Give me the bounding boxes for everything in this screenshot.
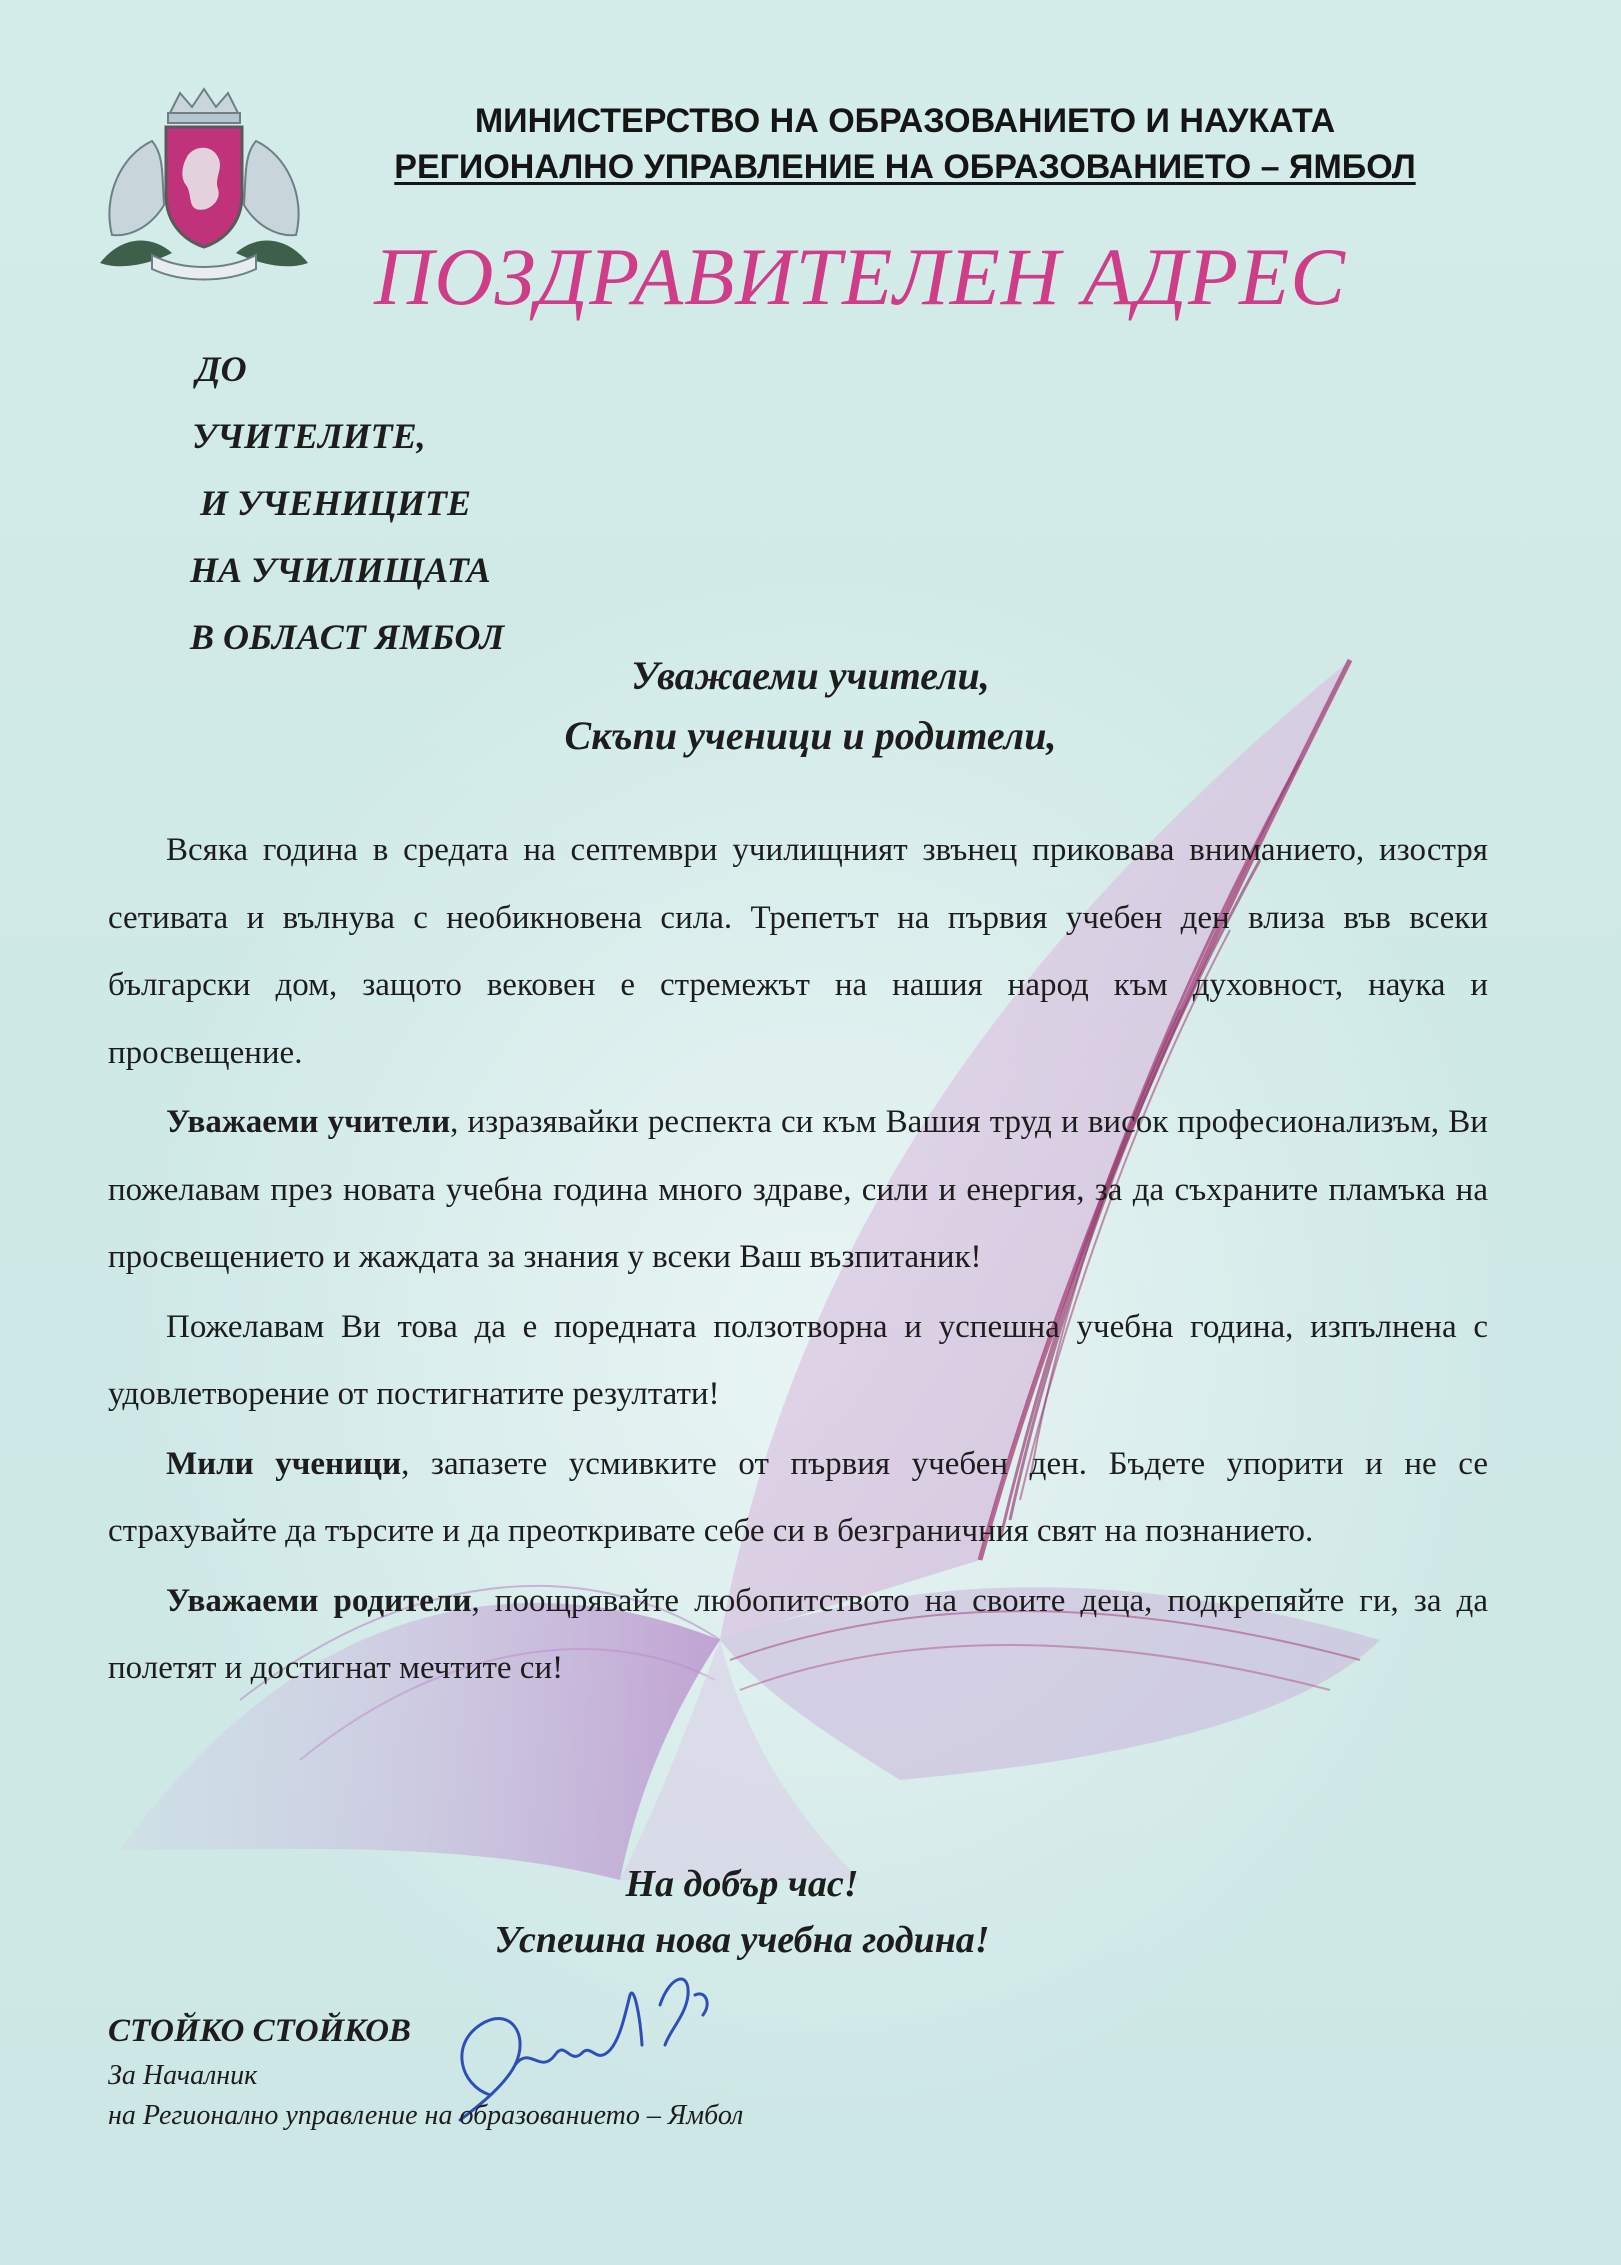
closing-wish-1: На добър час! bbox=[625, 1863, 859, 1905]
salutation-teachers: Уважаеми учители, bbox=[631, 653, 990, 698]
body-paragraph bbox=[108, 817, 1488, 1087]
paragraph-text: , запазете усмивките от първия учебен ден. Бъдете упорити и не се страхувайте да търсите и да преоткривате себе си в безграничния свят на познанието. bbox=[108, 1445, 1488, 1549]
signer-name: СТОЙКО СТОЙКОВ bbox=[108, 2013, 411, 2049]
recipients-block bbox=[190, 336, 790, 671]
paragraph-text: Всяка година в средата на септември училищният звънец приковава вниманието, изостря сетивата и вълнува с необикновена сила. Трепетът на първия учебен ден влиза във всеки български дом, защото вековен е стремежът на нашия народ към духовност, наука и просвещение. bbox=[108, 832, 1488, 1071]
signer-organization: на Регионално управление на образованието – Ямбол bbox=[108, 2100, 744, 2131]
body-paragraph bbox=[108, 1089, 1488, 1292]
salutation-students-parents: Скъпи ученици и родители, bbox=[564, 713, 1057, 758]
letter-title: ПОЗДРАВИТЕЛЕН АДРЕС bbox=[374, 231, 1346, 322]
paragraph-text: , поощрявайте любопитството на своите деца, подкрепяйте ги, за да полетят и достигнат мечтите си! bbox=[108, 1582, 1488, 1686]
body-paragraph bbox=[108, 1568, 1488, 1703]
letter-body bbox=[108, 817, 1488, 1705]
recipient-line: В ОБЛАСТ ЯМБОЛ bbox=[190, 617, 505, 657]
paragraph-lead: Уважаеми учители bbox=[166, 1104, 451, 1140]
coat-of-arms-icon bbox=[92, 85, 316, 285]
signer-role: За Началник bbox=[108, 2060, 258, 2091]
recipient-line: И УЧЕНИЦИТЕ bbox=[200, 483, 472, 523]
recipient-line: НА УЧИЛИЩАТА bbox=[190, 550, 491, 590]
paragraph-text: Пожелавам Ви това да е поредната ползотворна и успешна учебна година, изпълнена с удовлетворение от постигнатите резултати! bbox=[108, 1308, 1488, 1412]
body-paragraph bbox=[108, 1294, 1488, 1429]
body-paragraph bbox=[108, 1431, 1488, 1566]
recipient-line: ДО bbox=[196, 349, 247, 389]
closing-wish-2: Успешна нова учебна година! bbox=[494, 1919, 990, 1961]
department-heading: РЕГИОНАЛНО УПРАВЛЕНИЕ НА ОБРАЗОВАНИЕТО – ЯМБОЛ bbox=[394, 148, 1416, 186]
paragraph-text: , изразявайки респекта си към Вашия труд и висок професионализъм, Ви пожелавам през новата учебна година много здраве, сили и енергия, за да съхраните пламъка на просвещението и жаждата за знания у всеки Ваш възпитаник! bbox=[108, 1104, 1488, 1275]
recipient-line: УЧИТЕЛИТЕ, bbox=[192, 416, 426, 456]
ministry-heading: МИНИСТЕРСТВО НА ОБРАЗОВАНИЕТО И НАУКАТА bbox=[474, 102, 1336, 140]
paragraph-lead: Уважаеми родители bbox=[166, 1582, 472, 1619]
paragraph-lead: Мили ученици bbox=[166, 1445, 402, 1482]
